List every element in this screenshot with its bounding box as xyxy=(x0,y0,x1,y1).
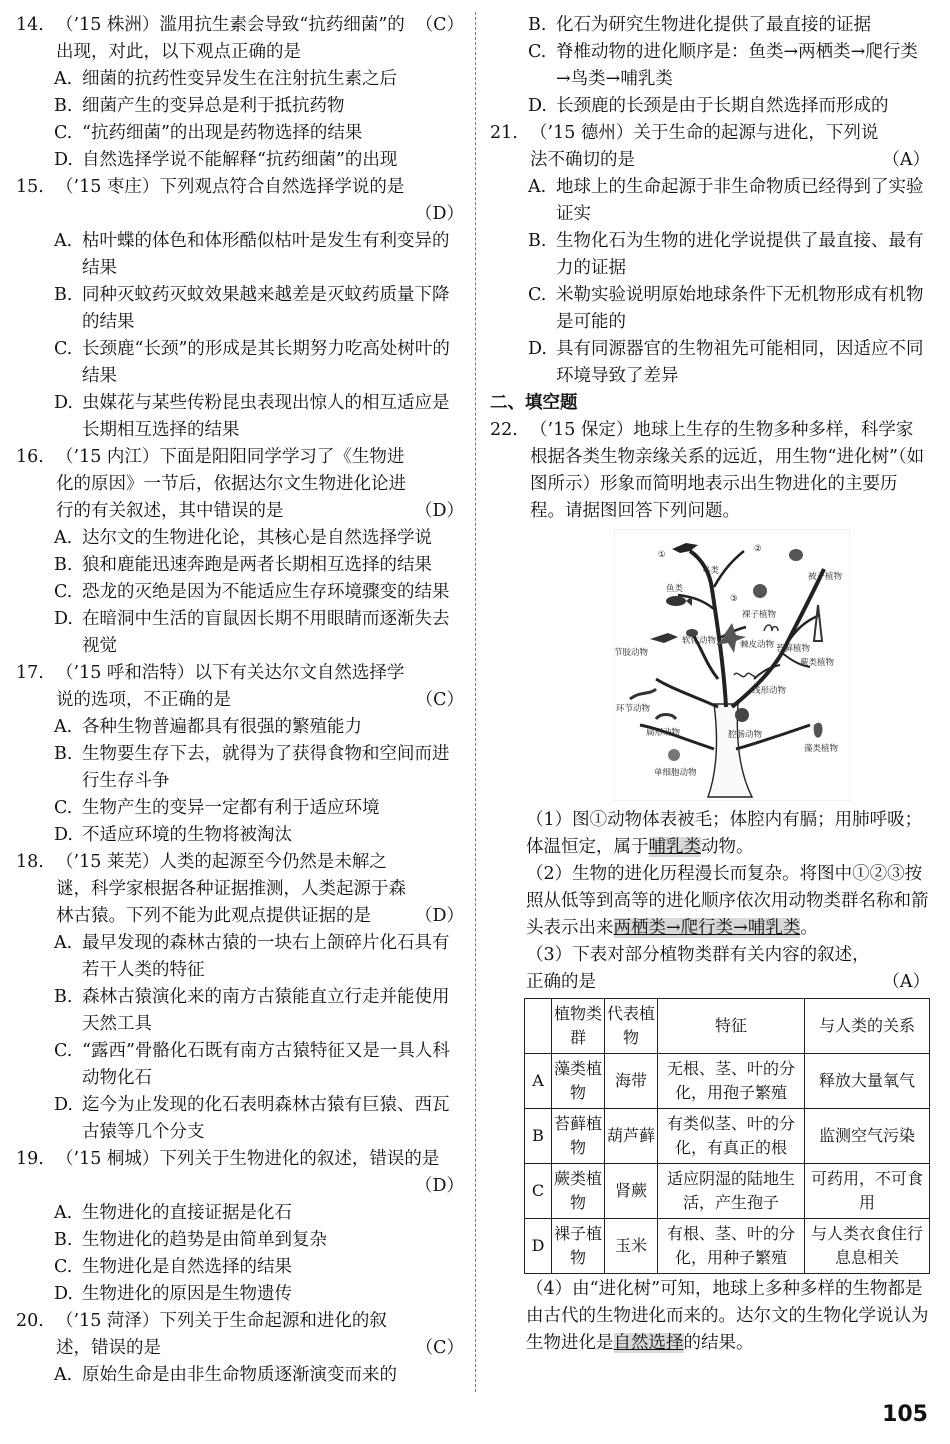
option: D. 在暗洞中生活的盲鼠因长期不用眼睛而逐渐失去视觉 xyxy=(54,609,450,656)
filled-answer: 两栖类→爬行类→哺乳类 xyxy=(613,918,801,938)
question-19 xyxy=(16,1146,464,1200)
table-row: D 裸子植物 玉米 有根、茎、叶的分化，用种子繁殖 与人类衣食住行息息相关 xyxy=(525,1219,930,1274)
option: A. 地球上的生命起源于非生命物质已经得到了实验证实 xyxy=(528,177,924,224)
right-column xyxy=(490,12,930,1357)
question-number: 14. xyxy=(16,15,44,35)
answer: （D） xyxy=(414,204,464,224)
option: A. 生物进化的直接证据是化石 xyxy=(54,1203,292,1223)
evolution-tree-figure xyxy=(614,529,850,801)
question-22 xyxy=(490,417,930,525)
subquestion-1: （1）图①动物体表被毛；体腔内有膈；用肺呼吸；体温恒定，属于哺乳类动物。 xyxy=(526,810,923,857)
option: B. 化石为研究生物进化提供了最直接的证据 xyxy=(528,15,871,35)
option: D. 生物进化的原因是生物遗传 xyxy=(54,1284,292,1304)
question-number: 15. xyxy=(16,177,44,197)
hydra-icon xyxy=(735,708,749,722)
tree-label-algae: 藻类植物 xyxy=(804,744,839,754)
table-row: C 蕨类植物 肾蕨 适应阴湿的陆地生活，产生孢子 可药用，不可食用 xyxy=(525,1164,930,1219)
subquestion-2: （2）生物的进化历程漫长而复杂。将图中①②③按照从低等到高等的进化顺序依次用动物类群名称和箭头表示出来两栖类→爬行类→哺乳类。 xyxy=(526,864,929,938)
page-number: 105 xyxy=(882,1402,928,1427)
option: D. 长颈鹿的长颈是由于长期自然选择而形成的 xyxy=(528,96,889,116)
answer: （C） xyxy=(415,15,464,35)
question-stem: （’15 枣庄）下列观点符合自然选择学说的是 xyxy=(56,177,405,197)
tree-label-nematode: 线形动物 xyxy=(752,686,787,696)
question-stem: （’15 菏泽）下列关于生命起源和进化的叙述，错误的是 xyxy=(56,1311,387,1358)
subquestion-4: （4）由“进化树”可知，地球上多种多样的生物都是由古代的生物进化而来的。达尔文的生物化学说认为生物进化是自然选择的结果。 xyxy=(526,1279,929,1353)
tree-label-echinoderm: 棘皮动物 xyxy=(740,640,775,650)
left-column xyxy=(16,12,464,1389)
tree-label-arthropod: 节肢动物 xyxy=(614,648,649,658)
question-stem: （’15 内江）下面是阳阳同学学习了《生物进化的原因》一节后，依据达尔文生物进化论进行的有关叙述，其中错误的是 xyxy=(56,447,406,521)
column-divider xyxy=(475,12,476,1392)
tree-label-circle-2: ② xyxy=(754,544,762,554)
question-number: 16. xyxy=(16,447,44,467)
option: D. 不适应环境的生物将被淘汰 xyxy=(54,825,292,845)
option: B. 同种灭蚊药灭蚊效果越来越差是灭蚊药质量下降的结果 xyxy=(54,285,450,332)
pine-icon xyxy=(753,584,767,598)
question-number: 21. xyxy=(490,123,518,143)
option: A. 最早发现的森林古猿的一块右上颌碎片化石具有若干人类的特征 xyxy=(54,933,450,980)
question-stem: （’15 莱芜）人类的起源至今仍然是未解之谜，科学家根据各种证据推测，人类起源于森林古猿。下列不能为此观点提供证据的是 xyxy=(56,852,406,926)
tree-label-bird: 鸟类 xyxy=(702,566,720,576)
option: A. 枯叶蝶的体色和体形酷似枯叶是发生有利变异的结果 xyxy=(54,231,450,278)
answer: （D） xyxy=(414,906,464,926)
option: B. 生物进化的趋势是由简单到复杂 xyxy=(54,1230,327,1250)
option: B. 生物化石为生物的进化学说提供了最直接、最有力的证据 xyxy=(528,231,924,278)
question-stem: （’15 德州）关于生命的起源与进化，下列说法不确切的是 xyxy=(530,123,879,170)
option: B. 生物要生存下去，就得为了获得食物和空间而进行生存斗争 xyxy=(54,744,450,791)
option: C. 生物进化是自然选择的结果 xyxy=(54,1257,292,1277)
option: B. 森林古猿演化来的南方古猿能直立行走并能使用天然工具 xyxy=(54,987,450,1034)
option: D. 虫媒花与某些传粉昆虫表现出惊人的相互适应是长期相互选择的结果 xyxy=(54,393,450,440)
question-stem: （’15 保定）地球上生存的生物多种多样，科学家根据各类生物亲缘关系的远近，用生物“进化树”（如图所示）形象而简明地表示出生物进化的主要历程。请据图回答下列问题。 xyxy=(530,420,925,521)
option: A. 各种生物普遍都具有很强的繁殖能力 xyxy=(54,717,362,737)
amoeba-icon xyxy=(668,749,680,761)
option: B. 狼和鹿能迅速奔跑是两者长期相互选择的结果 xyxy=(54,555,432,575)
question-stem: （’15 桐城）下列关于生物进化的叙述，错误的是 xyxy=(56,1149,440,1169)
answer: （C） xyxy=(415,690,464,710)
answer: （D） xyxy=(414,501,464,521)
question-stem: （’15 株洲）滥用抗生素会导致“抗药细菌”的出现，对此，以下观点正确的是 xyxy=(56,15,405,62)
tree-label-annelid: 环节动物 xyxy=(616,704,651,714)
tree-label-circle-3: ③ xyxy=(730,594,738,604)
tree-label-flatworm: 扁形动物 xyxy=(646,728,681,738)
question-number: 19. xyxy=(16,1149,44,1169)
answer: （D） xyxy=(414,1176,464,1196)
option: C. 米勒实验说明原始地球条件下无机物形成有机物是可能的 xyxy=(528,285,924,332)
tree-label-mollusk: 软体动物 xyxy=(682,636,717,646)
option: C. 长颈鹿“长颈”的形成是其长期努力吃高处树叶的结果 xyxy=(54,339,450,386)
tree-label-coelenterate: 腔肠动物 xyxy=(728,730,763,740)
subquestion-3: （A） （3）下表对部分植物类群有关内容的叙述，正确的是 xyxy=(490,942,930,996)
question-18 xyxy=(16,849,464,930)
filled-answer: 自然选择 xyxy=(613,1333,684,1353)
question-number: 22. xyxy=(490,420,518,440)
option: D. 迄今为止发现的化石表明森林古猿有巨猿、西瓦古猿等几个分支 xyxy=(54,1095,450,1142)
plant-groups-table xyxy=(524,998,930,1274)
question-number: 18. xyxy=(16,852,44,872)
answer: （A） xyxy=(882,972,930,992)
tree-label-gymnosperm: 裸子植物 xyxy=(742,610,777,620)
tree-label-protozoa: 单细胞动物 xyxy=(654,768,697,778)
question-14 xyxy=(16,12,464,66)
option: B. 细菌产生的变异总是利于抵抗药物 xyxy=(54,96,345,116)
question-16 xyxy=(16,444,464,525)
option: A. 原始生命是由非生命物质逐渐演变而来的 xyxy=(54,1365,397,1385)
option: A. 达尔文的生物进化论，其核心是自然选择学说 xyxy=(54,528,432,548)
option: C. 脊椎动物的进化顺序是：鱼类→两栖类→爬行类→鸟类→哺乳类 xyxy=(528,42,918,89)
table-row: B 苔藓植物 葫芦藓 有类似茎、叶的分化，有真正的根 监测空气污染 xyxy=(525,1109,930,1164)
option: D. 自然选择学说不能解释“抗药细菌”的出现 xyxy=(54,150,398,170)
filled-answer: 哺乳类 xyxy=(648,837,701,857)
option: A. 细菌的抗药性变异发生在注射抗生素之后 xyxy=(54,69,397,89)
question-number: 20. xyxy=(16,1311,44,1331)
question-number: 17. xyxy=(16,663,44,683)
option: D. 具有同源器官的生物祖先可能相同，因适应不同环境导致了差异 xyxy=(528,339,924,386)
answer: （A） xyxy=(882,150,930,170)
answer: （C） xyxy=(415,1338,464,1358)
fish-icon xyxy=(666,596,686,606)
table-row: A 藻类植物 海带 无根、茎、叶的分化，用孢子繁殖 释放大量氧气 xyxy=(525,1054,930,1109)
tree-label-angiosperm: 被子植物 xyxy=(808,572,843,582)
option: C. 恐龙的灭绝是因为不能适应生存环境骤变的结果 xyxy=(54,582,450,602)
question-17 xyxy=(16,660,464,714)
tree-label-fish: 鱼类 xyxy=(666,584,684,594)
evolution-tree-svg xyxy=(614,529,850,801)
section-heading: 二、填空题 xyxy=(490,393,578,413)
flower-icon xyxy=(789,549,803,561)
question-20 xyxy=(16,1308,464,1362)
question-21 xyxy=(490,120,930,174)
table-header-row: 植物类群 代表植物 特征 与人类的关系 xyxy=(525,999,930,1054)
option: C. “抗药细菌”的出现是药物选择的结果 xyxy=(54,123,363,143)
tree-label-fern: 蕨类植物 xyxy=(800,658,835,668)
question-15 xyxy=(16,174,464,228)
tree-label-circle-1: ① xyxy=(658,550,666,560)
option: C. 生物产生的变异一定都有利于适应环境 xyxy=(54,798,380,818)
tree-label-moss: 苔藓植物 xyxy=(776,644,811,654)
option: C. “露西”骨骼化石既有南方古猿特征又是一具人科动物化石 xyxy=(54,1041,450,1088)
question-stem: （’15 呼和浩特）以下有关达尔文自然选择学说的选项，不正确的是 xyxy=(56,663,405,710)
